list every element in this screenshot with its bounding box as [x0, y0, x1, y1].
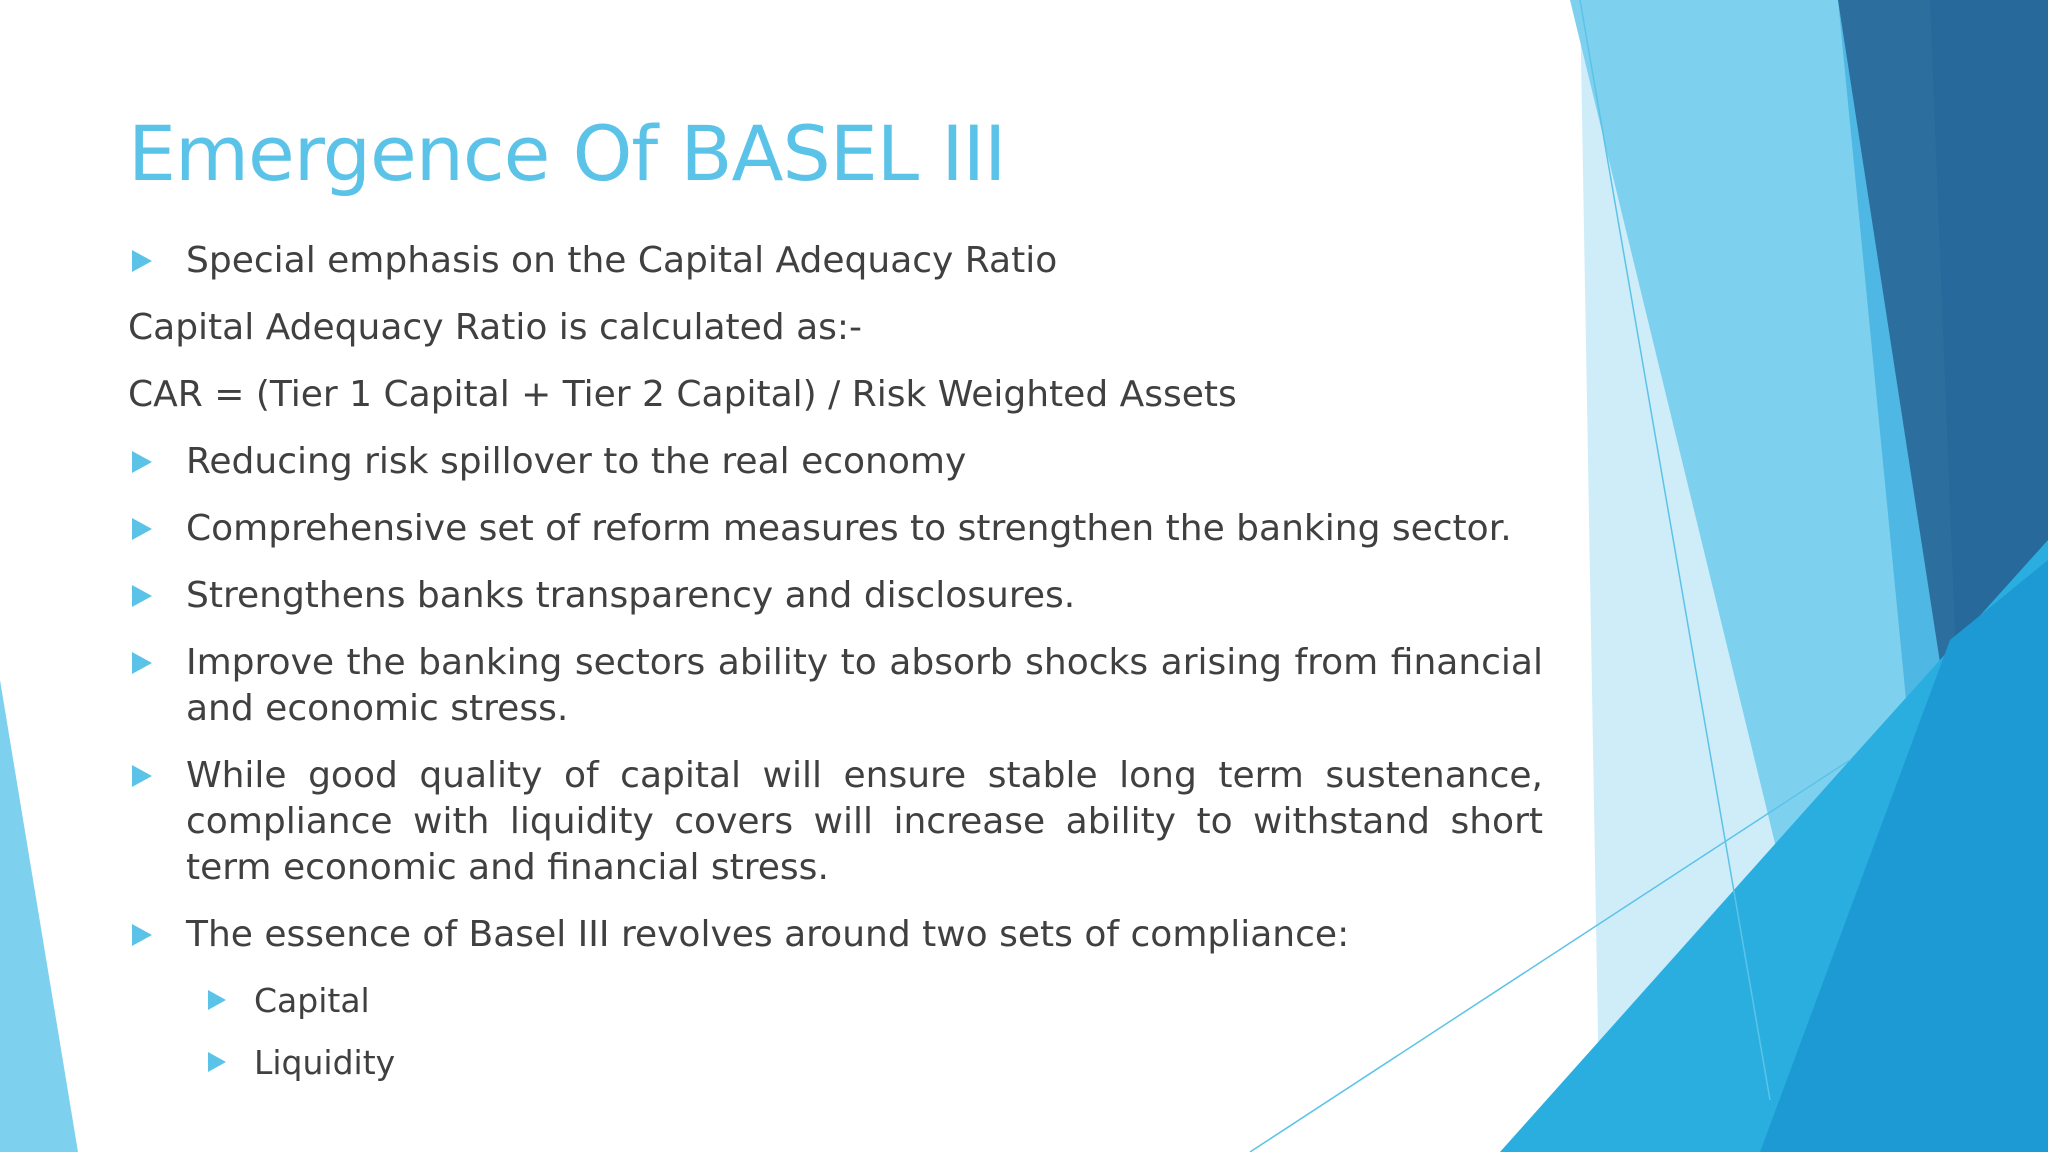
sub-bullet-text: Capital — [254, 981, 370, 1020]
bullet-text: Special emphasis on the Capital Adequacy Ratio — [186, 240, 1058, 281]
left-edge-shape — [0, 680, 78, 1152]
bullet-text: The essence of Basel III revolves around two sets of compliance: — [186, 914, 1350, 955]
bullet-text: While good quality of capital will ensure stable long term sustenance, compliance with liquidity covers will increase ability to withstand short term economic and financial stress. — [186, 755, 1543, 888]
formula-text: CAR = (Tier 1 Capital + Tier 2 Capital) / Risk Weighted Assets — [128, 374, 1237, 415]
triangle-right-icon — [132, 250, 152, 272]
bullet-text: Strengthens banks transparency and disclosures. — [186, 575, 1076, 616]
triangle-right-icon — [132, 924, 152, 946]
bullet-text: Improve the banking sectors ability to absorb shocks arising from financial and economic stress. — [186, 642, 1543, 729]
line-text: Capital Adequacy Ratio is calculated as:- — [128, 307, 863, 348]
triangle-right-icon — [132, 585, 152, 607]
slide-title: Emergence Of BASEL III — [128, 109, 1006, 198]
triangle-right-icon — [132, 518, 152, 540]
sub-bullet-text: Liquidity — [254, 1043, 396, 1082]
triangle-right-icon — [208, 1052, 226, 1072]
bullet-text: Reducing risk spillover to the real economy — [186, 441, 967, 482]
bullet-text: Comprehensive set of reform measures to strengthen the banking sector. — [186, 508, 1512, 549]
triangle-right-icon — [132, 451, 152, 473]
triangle-right-icon — [132, 765, 152, 787]
triangle-right-icon — [132, 652, 152, 674]
triangle-right-icon — [208, 990, 226, 1010]
